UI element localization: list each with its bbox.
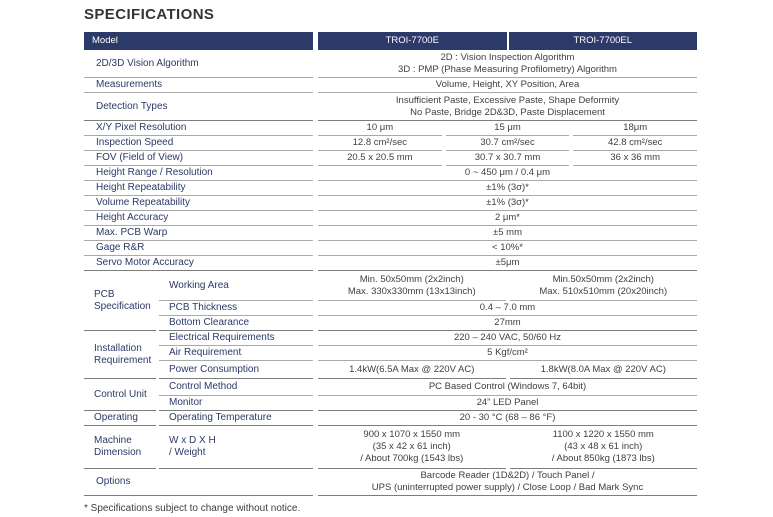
row-operating-temperature — [159, 411, 697, 426]
value-line: Min. 50x50mm (2x2inch) — [359, 273, 464, 285]
value-bottom-clearance: 27mm — [318, 316, 697, 331]
group-body — [159, 271, 697, 331]
row-label-height-accuracy: Height Accuracy — [84, 211, 313, 226]
header-model-columns — [318, 32, 697, 50]
value-measurements: Volume, Height, XY Position, Area — [318, 78, 697, 93]
group-machine-dimension — [84, 426, 697, 469]
value-gage-rr: < 10%* — [318, 241, 697, 256]
row-detection-types — [84, 93, 697, 121]
group-label-pcb-specification: PCB Specification — [84, 271, 156, 331]
row-values — [318, 226, 697, 241]
row-values — [318, 93, 697, 121]
header-model-cell: Model — [84, 32, 313, 50]
value-operating-temperature: 20 - 30 °C (68 – 86 °F) — [318, 411, 697, 426]
value-inspection-speed-col1: 12.8 cm²/sec — [318, 136, 442, 151]
value-height-accuracy: 2 μm* — [318, 211, 697, 226]
row-label-height-range: Height Range / Resolution — [84, 166, 313, 181]
value-line: No Paste, Bridge 2D&3D, Paste Displacement — [410, 106, 605, 118]
row-values — [318, 301, 697, 316]
row-values — [318, 151, 697, 166]
row-values — [318, 181, 697, 196]
value-detection-types — [318, 93, 697, 121]
group-body — [159, 411, 697, 426]
row-pixel-resolution — [84, 121, 697, 136]
row-values — [318, 469, 697, 496]
row-label-volume-repeatability: Volume Repeatability — [84, 196, 313, 211]
row-values — [318, 196, 697, 211]
row-height-range — [84, 166, 697, 181]
value-line: 2D : Vision Inspection Algorithm — [440, 51, 575, 63]
page-title: SPECIFICATIONS — [84, 6, 215, 23]
content-wrap — [84, 6, 697, 514]
row-electrical-requirements — [159, 331, 697, 346]
row-label-detection-types: Detection Types — [84, 93, 313, 121]
row-height-accuracy — [84, 211, 697, 226]
value-air-requirement: 5 Kgf/cm² — [318, 346, 697, 361]
value-control-method: PC Based Control (Windows 7, 64bit) — [318, 379, 697, 396]
sublabel-line: / Weight — [169, 447, 206, 458]
row-label-pcb-thickness: PCB Thickness — [159, 301, 313, 316]
row-servo-accuracy — [84, 256, 697, 271]
header-col-troi-7700el: TROI-7700EL — [509, 32, 698, 50]
group-control-unit — [84, 379, 697, 411]
row-label-bottom-clearance: Bottom Clearance — [159, 316, 313, 331]
row-label-gage-rr: Gage R&R — [84, 241, 313, 256]
row-label-vision-algorithm: 2D/3D Vision Algorithm — [84, 50, 313, 78]
row-pcb-thickness — [159, 301, 697, 316]
row-values — [318, 256, 697, 271]
value-height-range: 0 ~ 450 μm / 0.4 μm — [318, 166, 697, 181]
value-line: 900 x 1070 x 1550 mm — [363, 429, 461, 440]
row-values — [318, 396, 697, 411]
row-monitor — [159, 396, 697, 411]
value-monitor: 24” LED Panel — [318, 396, 697, 411]
row-label-pixel-resolution: X/Y Pixel Resolution — [84, 121, 313, 136]
value-line: Max. 330x330mm (13x13inch) — [347, 285, 476, 297]
row-label-machine-dimension — [159, 426, 313, 469]
row-pcb-warp — [84, 226, 697, 241]
value-fov-col3: 36 x 36 mm — [573, 151, 697, 166]
value-line: / About 700kg (1543 lbs) — [360, 453, 464, 464]
value-volume-repeatability: ±1% (3σ)* — [318, 196, 697, 211]
row-height-repeatability — [84, 181, 697, 196]
value-machine-dimension-col1 — [318, 426, 506, 469]
value-inspection-speed-col2: 30.7 cm²/sec — [446, 136, 570, 151]
row-values — [318, 346, 697, 361]
value-pcb-warp: ±5 mm — [318, 226, 697, 241]
row-inspection-speed — [84, 136, 697, 151]
value-line: Barcode Reader (1D&2D) / Touch Panel / — [420, 470, 595, 481]
value-line: 1100 x 1220 x 1550 mm — [552, 429, 654, 440]
row-label-pcb-warp: Max. PCB Warp — [84, 226, 313, 241]
value-pixel-resolution-col3: 18μm — [573, 121, 697, 136]
row-control-method — [159, 379, 697, 396]
value-pixel-resolution-col1: 10 μm — [318, 121, 442, 136]
value-electrical-requirements: 220 – 240 VAC, 50/60 Hz — [318, 331, 697, 346]
value-fov-col1: 20.5 x 20.5 mm — [318, 151, 442, 166]
row-label-operating-temperature: Operating Temperature — [159, 411, 313, 426]
group-label-operating: Operating — [84, 411, 156, 426]
row-label-working-area: Working Area — [159, 271, 313, 301]
footnote: * Specifications subject to change without notice. — [84, 503, 301, 514]
group-label-control-unit: Control Unit — [84, 379, 156, 411]
row-label-fov: FOV (Field of View) — [84, 151, 313, 166]
group-pcb-specification — [84, 271, 697, 331]
row-fov — [84, 151, 697, 166]
value-line: Min.50x50mm (2x2inch) — [552, 273, 654, 285]
row-values — [318, 361, 697, 379]
row-volume-repeatability — [84, 196, 697, 211]
row-label-air-requirement: Air Requirement — [159, 346, 313, 361]
value-line: 3D : PMP (Phase Measuring Profilometry) Algorithm — [398, 63, 617, 75]
value-line: (35 x 42 x 61 inch) — [372, 441, 451, 452]
value-line: Max. 510x510mm (20x20inch) — [539, 285, 668, 297]
group-label-machine-dimension: Machine Dimension — [84, 426, 156, 469]
value-vision-algorithm — [318, 50, 697, 78]
value-working-area-col1 — [318, 271, 506, 301]
row-vision-algorithm — [84, 50, 697, 78]
group-operating — [84, 411, 697, 426]
row-working-area — [159, 271, 697, 301]
value-line: UPS (uninterrupted power supply) / Close Loop / Bad Mark Sync — [371, 482, 644, 493]
row-values — [318, 121, 697, 136]
group-body — [159, 426, 697, 469]
row-values — [318, 379, 697, 396]
row-bottom-clearance — [159, 316, 697, 331]
row-label-power-consumption: Power Consumption — [159, 361, 313, 379]
group-label-installation-requirement: Installation Requirement — [84, 331, 156, 379]
value-line: Insufficient Paste, Excessive Paste, Shape Deformity — [395, 94, 620, 106]
group-body — [159, 379, 697, 411]
row-options — [84, 469, 697, 496]
value-machine-dimension-col2 — [510, 426, 698, 469]
row-label-inspection-speed: Inspection Speed — [84, 136, 313, 151]
spec-table — [84, 32, 697, 496]
row-label-options: Options — [84, 469, 313, 496]
row-measurements — [84, 78, 697, 93]
row-machine-dimension — [159, 426, 697, 469]
value-working-area-col2 — [510, 271, 698, 301]
value-height-repeatability: ±1% (3σ)* — [318, 181, 697, 196]
value-fov-col2: 30.7 x 30.7 mm — [446, 151, 570, 166]
row-air-requirement — [159, 346, 697, 361]
value-pixel-resolution-col2: 15 μm — [446, 121, 570, 136]
row-values — [318, 331, 697, 346]
row-values — [318, 426, 697, 469]
row-values — [318, 211, 697, 226]
value-line: (43 x 48 x 61 inch) — [564, 441, 643, 452]
row-values — [318, 166, 697, 181]
row-label-servo-accuracy: Servo Motor Accuracy — [84, 256, 313, 271]
row-label-monitor: Monitor — [159, 396, 313, 411]
value-power-consumption-col1: 1.4kW(6.5A Max @ 220V AC) — [318, 361, 506, 379]
group-body — [159, 331, 697, 379]
table-header-row — [84, 32, 697, 50]
row-values — [318, 316, 697, 331]
row-label-measurements: Measurements — [84, 78, 313, 93]
value-options — [318, 469, 697, 496]
sublabel-line: W x D X H — [169, 435, 216, 446]
value-pcb-thickness: 0.4 – 7.0 mm — [318, 301, 697, 316]
row-values — [318, 241, 697, 256]
group-installation-requirement — [84, 331, 697, 379]
row-values — [318, 50, 697, 78]
value-line: / About 850kg (1873 lbs) — [551, 453, 655, 464]
row-values — [318, 411, 697, 426]
value-inspection-speed-col3: 42.8 cm²/sec — [573, 136, 697, 151]
row-values — [318, 271, 697, 301]
row-label-electrical-requirements: Electrical Requirements — [159, 331, 313, 346]
row-values — [318, 136, 697, 151]
row-label-height-repeatability: Height Repeatability — [84, 181, 313, 196]
header-col-troi-7700e: TROI-7700E — [318, 32, 507, 50]
value-servo-accuracy: ±5μm — [318, 256, 697, 271]
row-gage-rr — [84, 241, 697, 256]
value-power-consumption-col2: 1.8kW(8.0A Max @ 220V AC) — [510, 361, 698, 379]
row-power-consumption — [159, 361, 697, 379]
row-label-control-method: Control Method — [159, 379, 313, 396]
row-values — [318, 78, 697, 93]
